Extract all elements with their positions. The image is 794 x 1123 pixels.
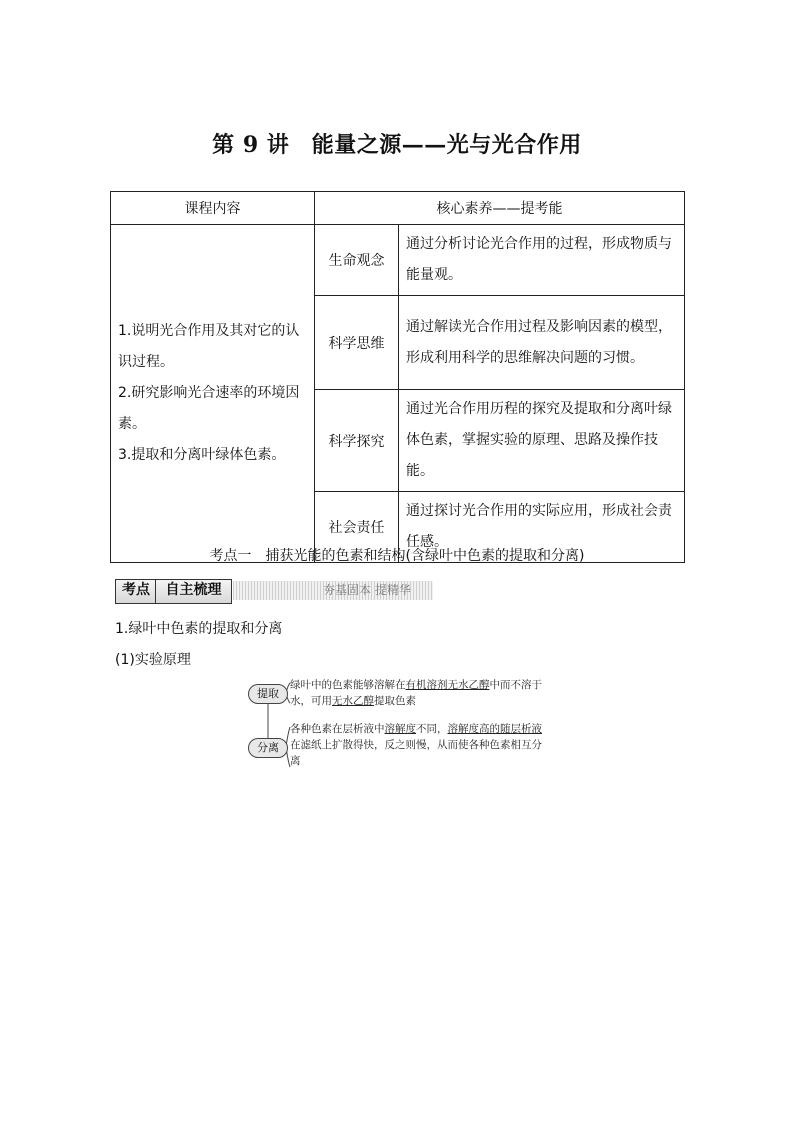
page-title: 第 9 讲 能量之源——光与光合作用 [212, 132, 582, 158]
category-cell: 生命观念 [315, 225, 399, 296]
separate-node: 分离 [248, 738, 288, 758]
text-span: 在滤纸上扩散得快，反之则慢，从而使各种色素相互分离 [290, 739, 542, 767]
banner-label-b: 自主梳理 [155, 579, 232, 604]
item-heading: 1.绿叶中色素的提取和分离 [115, 621, 283, 637]
underlined-text: 无水乙醇 [332, 695, 374, 707]
course-table [110, 191, 685, 563]
description-cell: 通过探讨光合作用的实际应用，形成社会责任感。 [399, 492, 685, 563]
principle-diagram [244, 677, 554, 772]
extract-node: 提取 [248, 684, 288, 704]
sub-item-heading: (1)实验原理 [115, 652, 191, 668]
category-cell: 社会责任 [315, 492, 399, 563]
text-span: 提取色素 [374, 695, 416, 707]
underlined-text: 溶解度 [384, 723, 416, 735]
underlined-text: 有机溶剂无水乙醇 [405, 679, 490, 691]
text-span: 各种色素在层析液中 [290, 723, 385, 735]
text-span: 中而不溶于水，可用 [290, 679, 542, 707]
course-content-item: 2.研究影响光合速率的环境因素。 [118, 385, 300, 432]
course-content-item: 1.说明光合作用及其对它的认识过程。 [118, 323, 300, 370]
header-core-literacy: 核心素养——提考能 [315, 192, 685, 225]
banner-slogan: 夯基固本 提精华 [323, 583, 411, 597]
description-cell: 通过光合作用历程的探究及提取和分离叶绿体色素，掌握实验的原理、思路及操作技能。 [399, 390, 685, 492]
category-cell: 科学思维 [315, 296, 399, 390]
underlined-text: 溶解度高的随层析液 [447, 723, 542, 735]
text-span: 绿叶中的色素能够溶解在 [290, 679, 406, 691]
header-course-content: 课程内容 [111, 192, 315, 225]
extract-description [290, 677, 552, 709]
description-cell: 通过解读光合作用过程及影响因素的模型，形成利用科学的思维解决问题的习惯。 [399, 296, 685, 390]
course-content-cell [111, 225, 315, 563]
section-heading: 考点一 捕获光能的色素和结构(含绿叶中色素的提取和分离) [209, 548, 585, 564]
separate-description [290, 721, 552, 769]
text-span: 不同， [416, 723, 448, 735]
description-cell: 通过分析讨论光合作用的过程，形成物质与能量观。 [399, 225, 685, 296]
section-banner [115, 579, 433, 602]
banner-label-a: 考点 [115, 579, 157, 604]
category-cell: 科学探究 [315, 390, 399, 492]
course-content-item: 3.提取和分离叶绿体色素。 [118, 447, 286, 463]
